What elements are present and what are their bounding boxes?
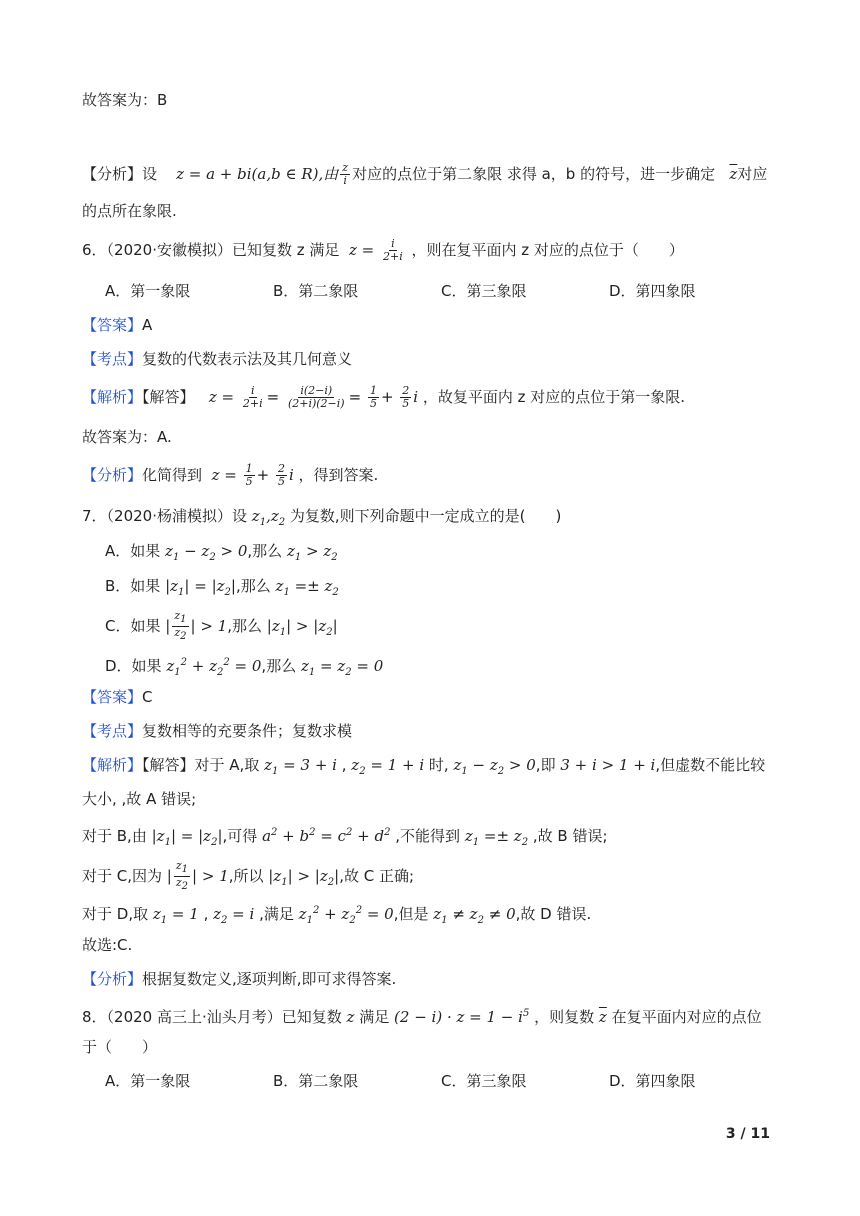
solution-text: ,不能得到 xyxy=(395,827,461,845)
q7-option-c: C．如果 | $\frac{z_1}{z_2}$ | > 1,那么 $|z_1| > |z_2|$ xyxy=(105,609,338,643)
q6-final: 故答案为：A. xyxy=(82,428,172,446)
q6-keypoint xyxy=(82,348,352,370)
q7-option-b: B．如果 $|z_1| = |z_2|$,那么 $z_1 =\pm z_2$ xyxy=(105,577,339,598)
analysis-text: 对应的点位于第二象限 求得 a，b 的符号，进一步确定 xyxy=(352,165,716,183)
option-text: ,那么 xyxy=(261,657,297,675)
solution-text: ,但是 xyxy=(393,905,429,923)
q6-answer xyxy=(82,314,152,336)
question-6 xyxy=(82,238,684,263)
q7-answer xyxy=(82,686,153,708)
fraction-z-over-i: $\frac{z}{i}$ xyxy=(342,161,349,187)
solution-text: 时, xyxy=(428,756,449,774)
question-text: 满足 xyxy=(359,1008,390,1026)
question-text: 在复平面内对应的点位 xyxy=(611,1008,762,1026)
math-expr: z = xyxy=(208,388,235,406)
question-8-cont: 于（ ） xyxy=(82,1038,158,1056)
analysis-tail: ，得到答案. xyxy=(298,466,379,484)
fraction: $\frac{2}{5}$ xyxy=(402,384,410,410)
solution-text: ,故 C 正确; xyxy=(339,867,415,886)
q7-option-a: A．如果 $z_1 - z_2 > 0$,那么 $z_1 > z_2$ xyxy=(105,542,338,563)
keypoint-text: 复数相等的充要条件；复数求模 xyxy=(142,722,353,740)
option-b: B．第二象限 xyxy=(273,282,359,300)
option-c: C．第三象限 xyxy=(441,1072,527,1090)
answer-line: 故答案为：B xyxy=(82,91,168,109)
answer-value: A xyxy=(142,316,153,334)
math-expr: z = a + bi(a,b ∈ R),由 xyxy=(176,165,339,183)
analysis-tag: 【分析】 xyxy=(82,466,143,484)
question-number: 6． xyxy=(82,241,107,259)
q6-analysis: 【分析】化简得到 z = $\frac{1}{5}$ + $\frac{2}{5}$ i ，得到答案. xyxy=(82,462,379,488)
q7-option-d: D．如果 $z_1^2 + z_2^2 = 0$,那么 $z_1 = z_2 = 0$ xyxy=(105,657,384,678)
q7-solution-5: 对于 D,取 $z_1 = 1$ , $z_2 = i$ ,满足 $z_1^2 + z_2^2 = 0$,但是 $z_1 \ne z_2 \ne 0$,故 D 错误. xyxy=(82,905,592,926)
option-label: D．如果 xyxy=(105,657,162,675)
option-text: ,那么 xyxy=(227,617,262,636)
q6-options xyxy=(105,280,777,302)
q7-analysis xyxy=(82,968,396,990)
solution-tag: 【解析】 xyxy=(82,388,143,406)
math-expr: z = xyxy=(211,466,237,484)
keypoint-text: 复数的代数表示法及其几何意义 xyxy=(142,350,353,368)
q7-solution-4: 对于 C,因为 | $\frac{z_1}{z_2}$ | > 1,所以 $|z_1| > |z_2|$,故 C 正确; xyxy=(82,859,415,893)
fraction: $\frac{1}{5}$ xyxy=(245,462,253,488)
option-label: A．如果 xyxy=(105,542,161,560)
keypoint-tag: 【考点】 xyxy=(82,722,143,740)
fraction-i-over-2plusi: $\frac{i}{2+i}$ xyxy=(382,237,403,263)
solution-text: ,所以 xyxy=(228,867,264,886)
answer-value: C xyxy=(142,688,153,706)
question-8: 8．（2020 高三上·汕头月考）已知复数 z 满足 $(2 - i) \cdot z = 1 - i^5$ ，则复数 $\overline{z}$ 在复平面内对应的点位 xyxy=(82,1008,762,1026)
analysis-label: 【分析】设 xyxy=(82,165,158,183)
question-source: （2020·安徽模拟）已知复数 z 满足 xyxy=(106,241,340,259)
q8-options xyxy=(105,1070,777,1092)
answer-tag: 【答案】 xyxy=(82,688,143,706)
q6-solution: 【解析】【解答】 z = $\frac{i}{2+i}$ = $\frac{i(2-i)}{(2+i)(2-i)}$ = $\frac{1}{5}$ + $\frac{2}{5}$ i ，故复平面内 z 对应的点位于第一象限. xyxy=(82,384,686,410)
conjugate-z: $\overline{z}$ xyxy=(729,165,738,183)
question-tail: ，则在复平面内 z 对应的点位于（ ） xyxy=(411,241,684,259)
option-b: B．第二象限 xyxy=(273,1072,359,1090)
solution-tag: 【解析】 xyxy=(82,756,143,774)
option-a: A．第一象限 xyxy=(105,282,191,300)
option-label: C．如果 xyxy=(105,617,161,636)
answer-sub-tag: 【解答】 xyxy=(142,388,195,406)
q7-solution-2: 大小, ,故 A 错误; xyxy=(82,790,197,808)
option-d: D．第四象限 xyxy=(609,282,696,300)
analysis-line xyxy=(82,162,767,187)
page-number: 3 / 11 xyxy=(725,1126,770,1142)
math-expr: $z_1,z_2$ xyxy=(251,507,286,528)
solution-text: 对于 C,因为 xyxy=(82,867,163,886)
question-tail: 为复数,则下列命题中一定成立的是( ) xyxy=(289,507,562,525)
option-text: ,那么 xyxy=(235,577,271,595)
fraction: $\frac{1}{5}$ xyxy=(369,384,377,410)
analysis-text: 根据复数定义,逐项判断,即可求得答案. xyxy=(142,970,397,988)
question-head: 8．（2020 高三上·汕头月考）已知复数 xyxy=(82,1008,342,1026)
solution-text: ,满足 xyxy=(259,905,294,923)
fraction: $\frac{i(2-i)}{(2+i)(2-i)}$ xyxy=(287,384,345,410)
solution-text: ,故 D 错误. xyxy=(515,905,592,923)
solution-text: 对于 B,由 xyxy=(82,827,147,845)
q7-solution-1: 【解析】【解答】对于 A,取 $z_1 = 3 + i$ , $z_2 = 1 + i$ 时, $z_1 - z_2 > 0$,即 3 + i > 1 + i,但虚数不能比较 xyxy=(82,756,766,777)
fraction: $\frac{i}{2+i}$ xyxy=(242,384,263,410)
solution-text: 对于 D,取 xyxy=(82,905,149,923)
q7-keypoint xyxy=(82,720,352,742)
solution-tail: ，故复平面内 z 对应的点位于第一象限. xyxy=(422,388,686,406)
option-text: ,那么 xyxy=(247,542,283,560)
math-expr: z = xyxy=(348,241,375,259)
solution-text: ,即 xyxy=(535,756,556,774)
fraction: $\frac{2}{5}$ xyxy=(277,462,285,488)
question-head: 7．（2020·杨浦模拟）设 xyxy=(82,507,247,525)
keypoint-tag: 【考点】 xyxy=(82,350,143,368)
solution-text: ,可得 xyxy=(222,827,258,845)
solution-text: ,但虚数不能比较 xyxy=(655,756,766,774)
option-label: B．如果 xyxy=(105,577,161,595)
analysis-text-tail: 对应 xyxy=(737,165,768,183)
option-d: D．第四象限 xyxy=(609,1072,696,1090)
analysis-line-2: 的点所在象限. xyxy=(82,202,177,220)
analysis-tag: 【分析】 xyxy=(82,970,143,988)
analysis-text: 化简得到 xyxy=(142,466,203,484)
option-c: C．第三象限 xyxy=(441,282,527,300)
q7-select: 故选:C. xyxy=(82,936,133,954)
answer-sub-tag: 【解答】 xyxy=(142,756,195,774)
question-text: ，则复数 xyxy=(534,1008,595,1026)
answer-tag: 【答案】 xyxy=(82,316,143,334)
solution-text: ,故 B 错误; xyxy=(532,827,608,845)
q7-solution-3: 对于 B,由 $|z_1| = |z_2|$,可得 $a^2 + b^2 = c^2 + d^2$ ,不能得到 $z_1 =\pm z_2$ ,故 B 错误; xyxy=(82,827,608,848)
option-a: A．第一象限 xyxy=(105,1072,191,1090)
question-7 xyxy=(82,505,561,534)
solution-text: 对于 A,取 xyxy=(194,756,260,774)
